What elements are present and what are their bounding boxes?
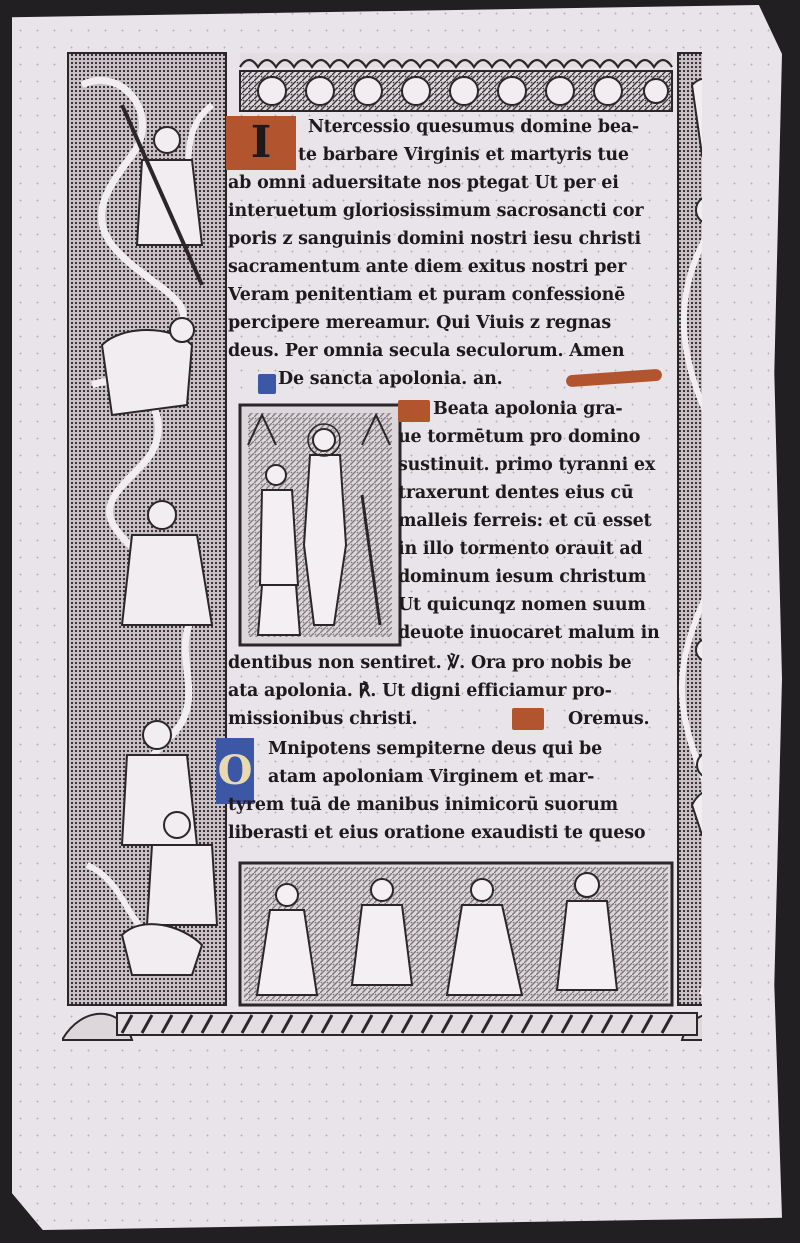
rubric-mark — [512, 708, 544, 730]
text-line: deuote inuocaret malum in — [398, 623, 660, 643]
text-line: deus. Per omnia secula seculorum. Amen — [228, 341, 625, 361]
rubric-heading: De sancta apolonia. an. — [278, 369, 503, 389]
text-line: Ntercessio quesumus domine bea- — [308, 117, 639, 137]
initial-o: O — [216, 738, 254, 804]
text-line: atam apoloniam Virginem et mar- — [268, 767, 595, 787]
rubric-mark — [398, 400, 430, 422]
text-line: dominum iesum christum — [398, 567, 647, 587]
text-line: missionibus christi. — [228, 709, 418, 729]
text-line: ue tormētum pro domino — [398, 427, 641, 447]
text-line: tyrem tuā de manibus inimicorū suorum — [228, 795, 618, 815]
text-line: sustinuit. primo tyranni ex — [398, 455, 656, 475]
text-line: malleis ferreis: et cū esset — [398, 511, 652, 531]
text-line: sacramentum ante diem exitus nostri per — [228, 257, 627, 277]
woodcut-saint-apolonia — [240, 405, 400, 645]
text-line: ata apolonia. ℟. Ut digni efficiamur pro- — [228, 681, 612, 701]
text-line: liberasti et eius oratione exaudisti te queso — [228, 823, 646, 843]
woodcut-border-top-frieze — [240, 53, 672, 111]
text-line: in illo tormento orauit ad — [398, 539, 643, 559]
rubric-mark — [258, 374, 276, 394]
text-line: traxerunt dentes eius cū — [398, 483, 634, 503]
text-line: percipere mereamur. Qui Viuis z regnas — [228, 313, 611, 333]
text-line: ab omni aduersitate nos ptegat Ut per ei — [228, 173, 619, 193]
text-line: Veram penitentiam et puram confessionē — [228, 285, 626, 305]
text-line: interuetum gloriosissimum sacrosancti cor — [228, 201, 644, 221]
text-line: te barbare Virginis et martyris tue — [298, 145, 629, 165]
woodcut-border-right-foliage — [678, 53, 702, 1005]
text-line: poris z sanguinis domini nostri iesu christi — [228, 229, 641, 249]
woodcut-base-ornament — [62, 1013, 702, 1040]
initial-i: I — [226, 116, 296, 170]
rubric-heading: Oremus. — [568, 709, 650, 729]
woodcut-bottom-dancers — [240, 863, 672, 1005]
text-line: Ut quicunqz nomen suum — [398, 595, 646, 615]
text-line: Beata apolonia gra- — [433, 399, 623, 419]
text-line: Mnipotens sempiterne deus qui be — [268, 739, 603, 759]
text-line: dentibus non sentiret. ℣. Ora pro nobis be — [228, 653, 632, 673]
woodcut-border-left-hunters — [68, 53, 226, 1005]
